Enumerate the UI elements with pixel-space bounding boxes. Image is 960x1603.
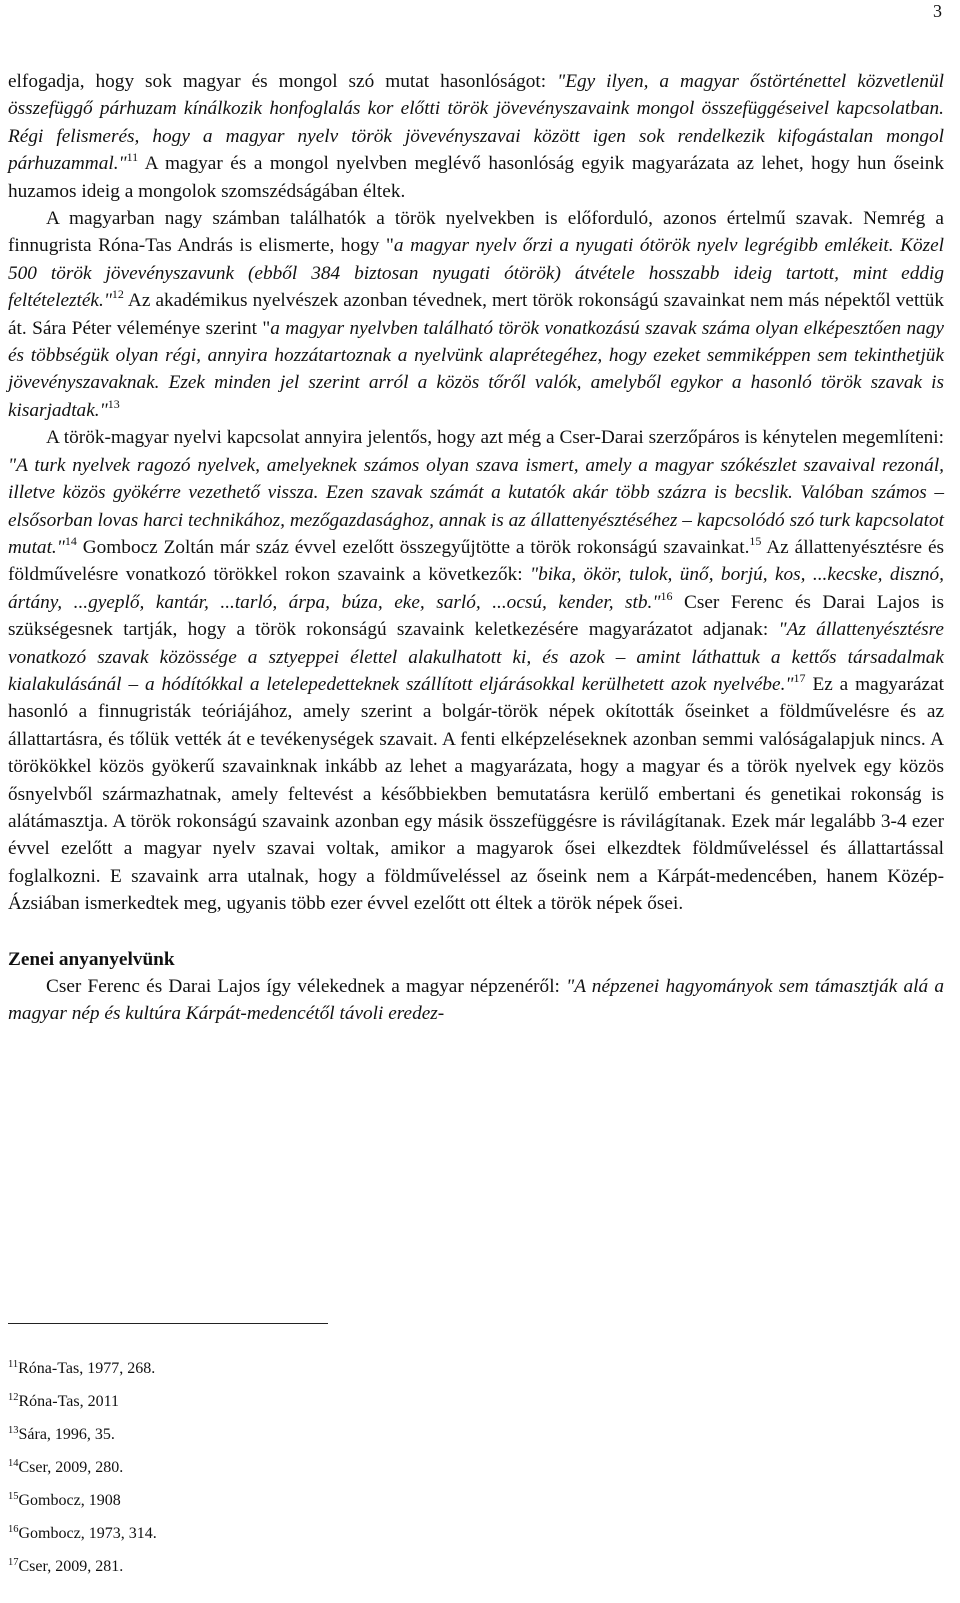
footnote-number: 13 — [8, 1425, 19, 1436]
quote-run: "Egy ilyen, a magyar őstörténettel közvetlenül összefüggő párhuzam kínálkozik honfoglalás kor előtti török jövevényszavaink mongol összefüggéseivel kapcsolatban. Régi felismerés, hogy a magyar nyelv török jövevényszavai között igen sok rendelkezik kifogástalan mongol párhuzammal." — [8, 71, 944, 175]
footnote — [8, 1451, 157, 1484]
footnote — [8, 1352, 157, 1385]
footnote — [8, 1418, 157, 1451]
text-run: Az állattenyésztésre és földművelésre vonatkozó törökkel rokon szavaink a következők: — [8, 536, 944, 586]
quote-run: a magyar nyelv őrzi a nyugati ótörök nyelv legrégibb emlékeit. Közel 500 török jövevényszavunk (ebből 384 biztosan nyugati ótörök) átvétele hosszabb ideig tartott, mint eddig feltételezték." — [8, 235, 945, 312]
text-run: Cser Ferenc és Darai Lajos is szükségesnek tartják, hogy a török rokonságú szavaink keletkezésére magyarázatot adjanak: — [8, 591, 944, 641]
footnote-text: Cser, 2009, 280. — [18, 1459, 124, 1476]
footnote-ref-12: 12 — [111, 287, 124, 302]
footnote-text: Sára, 1996, 35. — [18, 1426, 115, 1443]
footnote-text: Gombocz, 1973, 314. — [18, 1525, 157, 1542]
text-run: A magyarban nagy számban találhatók a török nyelvekben is előforduló, azonos értelmű szavak. Nemrég a finnugrista Róna-Tas András is elismerte, hogy " — [8, 208, 944, 257]
page-number: 3 — [933, 1, 942, 21]
footnote-ref-14: 14 — [64, 533, 77, 548]
paragraph-1 — [8, 68, 944, 205]
text-run: elfogadja, hogy sok magyar és mongol szó mutat hasonlóságot: — [8, 71, 558, 92]
text-run: Gombocz Zoltán már száz évvel ezelőtt összegyűjtötte a török rokonságú szavainkat. — [76, 536, 750, 558]
section-heading: Zenei anyanyelvünk — [8, 948, 175, 970]
footnote — [8, 1484, 157, 1517]
text-run: A török-magyar nyelvi kapcsolat annyira jelentős, hogy azt még a Cser-Darai szerzőpáros is kénytelen megemlíteni: — [46, 427, 944, 449]
paragraph-2 — [8, 205, 944, 424]
quote-run: "Az állattenyésztésre vonatkozó szavak közössége a sztyeppei élettel alakulhatott ki, és azok – amint láthattuk a kettős társadalmak kialakulásánál – a hódítókkal a letelepedetteknek szállított eljárásokkal kerülhetett azok nyelvébe." — [8, 619, 944, 695]
footnotes — [8, 1352, 157, 1583]
footnote-ref-16: 16 — [660, 588, 673, 603]
footnote-text: Gombocz, 1908 — [18, 1492, 121, 1509]
quote-run: a magyar nyelvben található török vonatkozású szavak száma olyan elképesztően nagy és többségük olyan régi, annyira hozzátartoznak a nyelvünk alaprétegéhez, hogy ezeket semmiképpen sem tekinthetjük jövevényszavaknak. Ezek minden jel szerint arról a közös tőről valók, amelyből egykor a hasonló török szavak is kisarjadtak." — [8, 317, 944, 421]
footnote-separator — [8, 1323, 328, 1324]
footnote-text: Cser, 2009, 281. — [18, 1558, 124, 1575]
footnote-number: 16 — [8, 1524, 19, 1535]
paragraph-3 — [8, 424, 944, 917]
quote-run: "A turk nyelvek ragozó nyelvek, amelyeknek számos olyan szava ismert, amely a magyar szókészlet szavaival rezonál, illetve közös gyökérre vezethető vissza. Ezen szavak számát a kutatók akár több százra is becslik. Valóban számos – elsősorban lovas harci technikához, mezőgazdasághoz, annak is az állattenyésztéséhez – kapcsolódó szó turk kapcsolatot mutat." — [8, 454, 944, 558]
body-text — [8, 68, 944, 1028]
footnote-number: 14 — [8, 1458, 19, 1469]
footnote-text: Róna-Tas, 1977, 268. — [18, 1360, 156, 1377]
text-run: Ez a magyarázat hasonló a finnugristák teóriájához, amely szerint a bolgár-török népek okították őseinket a földművelésre és az állattartásra, és tőlük vették át e tevékenységek szavait. A fenti elképzeléseknek azonban semmi valóságalapjuk nincs. A törökökkel közös gyökerű szavainknak inkább az lehet a magyarázata, hogy a magyar és a török nyelvek egy közös ősnyelvből származhatnak, amely feltevést a későbbiekben bemutatásra kerülő embertani és genetikai rokonság is alátámasztja. A török rokonságú szavaink azonban egy másik összefüggésre is rávilágítanak. Ezek már legalább 3-4 ezer évvel ezelőtt a magyar nyelv szavai voltak, amikor a magyarok ősei elkezdtek földműveléssel és állattartással foglalkozni. E szavaink arra utalnak, hogy a földműveléssel az őseink nem a Kárpát-medencében, hanem Közép-Ázsiában ismerkedtek meg, ugyanis több ezer évvel ezelőtt ott éltek a török népek ősei. — [8, 673, 944, 915]
footnote — [8, 1385, 157, 1418]
footnote-ref-17: 17 — [793, 670, 806, 685]
footnote — [8, 1550, 157, 1583]
footnote — [8, 1517, 157, 1550]
footnote-number: 15 — [8, 1491, 19, 1502]
footnote-number: 17 — [8, 1557, 19, 1568]
text-run: Cser Ferenc és Darai Lajos így vélekednek a magyar népzenéről: — [46, 976, 567, 997]
quote-run: "A népzenei hagyományok sem támasztják alá a magyar nép és kultúra Kárpát-medencétől távoli eredez- — [8, 976, 945, 1025]
text-run: A magyar és a mongol nyelvben meglévő hasonlóság egyik magyarázata az lehet, hogy hun őseink huzamos ideig a mongolok szomszédságában éltek. — [8, 153, 944, 202]
footnote-number: 11 — [8, 1359, 19, 1370]
footnote-ref-15: 15 — [749, 533, 762, 548]
footnote-number: 12 — [8, 1392, 19, 1403]
footnote-ref-11: 11 — [126, 150, 139, 165]
footnote-text: Róna-Tas, 2011 — [18, 1393, 119, 1410]
footnote-ref-13: 13 — [107, 396, 120, 411]
quote-run: "bika, ökör, tulok, ünő, borjú, kos, ...kecske, disznó, ártány, ...gyeplő, kantár, ...tarló, árpa, búza, eke, sarló, ...ocsú, kender, stb." — [8, 564, 944, 613]
text-run: Az akadémikus nyelvészek azonban tévednek, mert török rokonságú szavainkat nem más népektől vettük át. Sára Péter véleménye szerint " — [8, 290, 944, 339]
paragraph-4 — [8, 973, 944, 1028]
